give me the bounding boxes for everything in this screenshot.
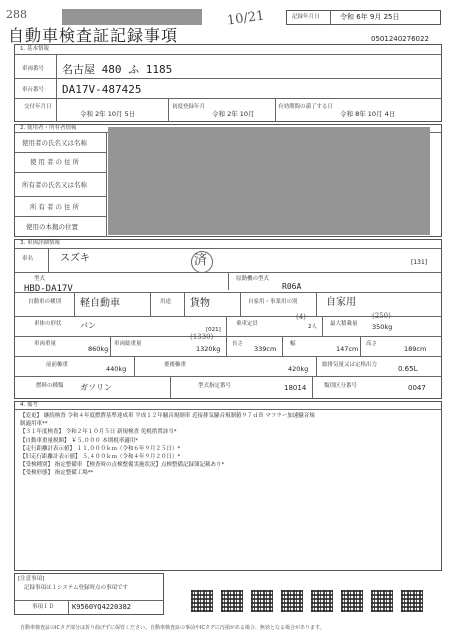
fuel-value: ガソリン (80, 383, 112, 392)
kind-value: 軽自動車 (80, 298, 120, 309)
load-handwritten: (250) (372, 312, 391, 320)
qr-code-icon (371, 590, 393, 612)
remark-line: 【３１年度検査】 令和２年１０月５日 新規検査 免税措置該当* (20, 429, 177, 436)
remark-line: 【受検形態】 指定整備工場** (20, 470, 94, 477)
displacement-label: 総排気量又は定格出力 (322, 362, 378, 368)
length-label: 長さ (232, 341, 244, 347)
user-addr-label: 使用者の住所 (30, 158, 81, 166)
designation-value: 18014 (284, 384, 307, 392)
capacity-value: 2人 (308, 324, 317, 330)
user-name-label: 使用者の氏名又は名称 (22, 139, 87, 147)
body-label: 車体の形状 (34, 321, 62, 327)
capacity-handwritten: (4) (296, 313, 306, 321)
length-value: 339cm (254, 345, 277, 353)
case-id: K9560YQ4220382 (72, 603, 132, 611)
chassis-label: 車台番号 (22, 87, 45, 93)
kind-label: 自動車の種別 (28, 299, 62, 305)
private-label: 自家用・事業用の別 (248, 299, 298, 305)
remark-line: 【変更】 継続検査 令和４年度燃費基準達成車 平成１２年騒音規制車 近接排気騒音規制値９７ｄＢ マフラー加速騒音規 (20, 413, 315, 419)
engine-value: R06A (282, 282, 302, 291)
handwritten-date: 10/21 (226, 8, 266, 29)
reg-number: 名古屋 480 ふ 1185 (62, 63, 173, 76)
remark-line: 制適用車** (20, 421, 48, 428)
remark-line: 【自動車重量税額】 ￥５,０００ 本則税率適用* (20, 437, 138, 444)
private-value: 自家用 (326, 297, 356, 308)
body-code: [021] (206, 327, 221, 333)
width-label: 幅 (290, 341, 296, 347)
remark-line: 【走行距離計表示値】 １１,０００ｋｍ（令和６年９月２５日）* (20, 445, 181, 452)
height-value: 189cm (404, 345, 427, 353)
remarks-list (20, 412, 440, 478)
first-reg-label: 初度登録年月 (172, 104, 206, 110)
rear-axle-value: 420kg (288, 365, 309, 373)
gross-value: 1320kg (196, 345, 221, 353)
owner-name-label: 所有者の氏名又は名称 (22, 181, 87, 189)
chassis-number: DA17V-487425 (62, 83, 142, 96)
redacted-owner-info (108, 127, 430, 235)
base-label: 使用の本拠の位置 (26, 223, 78, 231)
use-label: 用途 (160, 299, 172, 305)
issue-label: 交付年月日 (24, 104, 52, 110)
expiry-label: 有効期間の満了する日 (278, 104, 334, 110)
qr-code-icon (401, 590, 423, 612)
qr-code-icon (281, 590, 303, 612)
footer-note: 自動車検査証のICタグ部分は折り曲げずに保管ください。自動車検査証の事前やICタグに汚損がある場合、無効となる場合があります。 (20, 625, 325, 631)
issue-date: 令和 2年 10月 5日 (80, 110, 136, 118)
notice-text: 記録事項は１システム登録時点の事項です (24, 585, 128, 591)
front-axle-value: 440kg (106, 365, 127, 373)
displacement-value: 0.65L (398, 365, 418, 373)
gross-label: 車両総重量 (114, 341, 142, 347)
expiry-date: 令和 8年 10月 4日 (340, 110, 396, 118)
weight-label: 車両重量 (34, 341, 57, 347)
load-value: 350kg (372, 323, 393, 331)
qr-code-icon (251, 590, 273, 612)
remark-line: 【旧走行距離計表示値】 ５,４００ｋｍ（令和４年９月２０日）* (20, 454, 181, 461)
owner-addr-label: 所有者の住所 (30, 203, 81, 211)
category-value: 0047 (408, 384, 426, 392)
engine-label: 原動機の型式 (236, 276, 270, 282)
maker-label: 車名 (22, 256, 34, 262)
capacity-label: 乗車定員 (236, 321, 259, 327)
body-value: バン (80, 321, 96, 330)
load-label: 最大積載量 (330, 321, 358, 327)
weight-value: 860kg (88, 345, 109, 353)
reg-label: 車両番号 (22, 66, 45, 72)
doc-number: 0501240276022 (371, 35, 429, 43)
top-note: 288 (6, 8, 27, 21)
qr-code-icon (191, 590, 213, 612)
remark-line: 【受検種別】 指定整備車 【検査時の点検整備実施状況】点検整備記録簿記載あり* (20, 462, 225, 469)
maker-code: [131] (411, 259, 428, 266)
category-label: 類別区分番号 (324, 383, 358, 389)
model-label: 型式 (34, 276, 46, 282)
maker-value: スズキ (60, 253, 90, 264)
first-reg-date: 令和 2年 10月 (212, 110, 255, 118)
section-vehicle-heading: 3. 車両詳細情報 (20, 240, 60, 246)
notice-label: [注意事項] (18, 576, 45, 582)
front-axle-label: 前前軸重 (46, 362, 69, 368)
document-title: 自動車検査証記録事項 (8, 26, 179, 45)
stamp-text: 済 (194, 253, 208, 268)
case-label: 事項ＩＤ (32, 604, 55, 610)
rear-axle-label: 後後軸重 (164, 362, 187, 368)
gross-handwritten: (1330) (190, 333, 214, 341)
section-remarks-heading: 4. 備考 (20, 402, 38, 408)
section-owner-heading: 2. 使用者・所有者情報 (20, 125, 77, 131)
model-value: HBD-DA17V (24, 284, 73, 294)
section-basic-heading: 1. 基本情報 (20, 46, 49, 52)
fuel-label: 燃料の種類 (36, 383, 64, 389)
designation-label: 型式指定番号 (198, 383, 232, 389)
redacted-header (62, 9, 202, 25)
qr-code-icon (341, 590, 363, 612)
use-value: 貨物 (190, 298, 210, 309)
date-value: 令和 6年 9月 25日 (340, 13, 400, 21)
height-label: 高さ (366, 341, 378, 347)
qr-code-icon (221, 590, 243, 612)
width-value: 147cm (336, 345, 359, 353)
date-label: 記録年月日 (292, 14, 320, 20)
qr-code-icon (311, 590, 333, 612)
